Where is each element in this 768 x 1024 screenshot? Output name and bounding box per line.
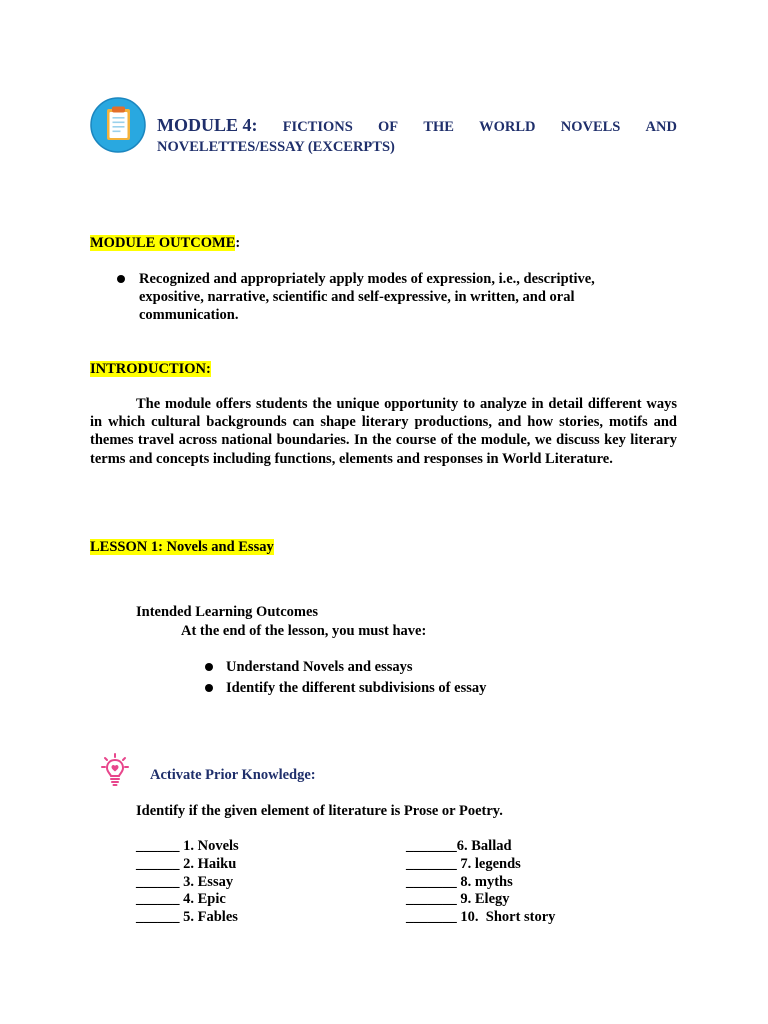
exercise-item: _______ 9. Elegy <box>406 891 510 907</box>
module-number: MODULE 4: <box>157 115 258 135</box>
bullet-icon <box>205 663 213 671</box>
title-word: WORLD <box>479 119 536 135</box>
outcome-line: Recognized and appropriately apply modes of expression, i.e., descriptive, <box>139 271 595 287</box>
ilo-item <box>205 679 486 697</box>
ilo-intro: At the end of the lesson, you must have: <box>181 623 427 639</box>
module-outcome-colon: : <box>235 235 241 251</box>
exercise-item: _______6. Ballad <box>406 838 512 854</box>
exercise-item: ______ 4. Epic <box>136 891 226 907</box>
clipboard-icon <box>90 96 146 154</box>
outcome-line: communication. <box>139 307 239 323</box>
exercise-item: ______ 2. Haiku <box>136 856 237 872</box>
lesson-heading <box>90 538 274 556</box>
activate-prior-knowledge-label: Activate Prior Knowledge: <box>150 767 316 783</box>
title-word: NOVELS <box>560 119 621 135</box>
exercise-item: _______ 10. Short story <box>406 909 556 925</box>
title-word: THE <box>423 119 454 135</box>
exercise-item: _______ 7. legends <box>406 856 521 872</box>
module-title-line2: NOVELETTES/ESSAY (EXCERPTS) <box>157 139 395 155</box>
bullet-icon <box>117 275 125 283</box>
exercise-item: _______ 8. myths <box>406 874 513 890</box>
module-title-line1 <box>157 114 677 138</box>
introduction-paragraph: The module offers students the unique opportunity to analyze in detail different ways in which cultural backgrounds can shape literary productions, and how stories, motifs and themes travel across national boundaries. In the course of the module, we discuss key literary terms and concepts including functions, elements and responses in World Literature. <box>90 396 677 467</box>
lightbulb-icon <box>100 752 130 790</box>
outcome-bullet <box>117 270 595 324</box>
bullet-icon <box>205 684 213 692</box>
outcome-text <box>139 270 595 324</box>
ilo-item-text: Understand Novels and essays <box>226 659 413 675</box>
title-word: AND <box>645 119 677 135</box>
introduction-heading <box>90 360 211 378</box>
ilo-item-text: Identify the different subdivisions of essay <box>226 680 487 696</box>
lesson-label: LESSON 1: Novels and Essay <box>90 539 274 555</box>
module-outcome-heading <box>90 234 240 252</box>
exercise-item: ______ 5. Fables <box>136 909 238 925</box>
title-word: OF <box>377 119 399 135</box>
exercise-instruction: Identify if the given element of literature is Prose or Poetry. <box>136 803 503 819</box>
title-word: FICTIONS <box>282 119 353 135</box>
module-outcome-label: MODULE OUTCOME <box>90 235 236 251</box>
outcome-line: expositive, narrative, scientific and self-expressive, in written, and oral <box>139 289 575 305</box>
exercise-item: ______ 1. Novels <box>136 838 239 854</box>
ilo-title: Intended Learning Outcomes <box>136 604 319 620</box>
introduction-label: INTRODUCTION: <box>90 361 211 377</box>
module-title <box>157 114 677 156</box>
ilo-item <box>205 658 413 676</box>
exercise-item: ______ 3. Essay <box>136 874 234 890</box>
